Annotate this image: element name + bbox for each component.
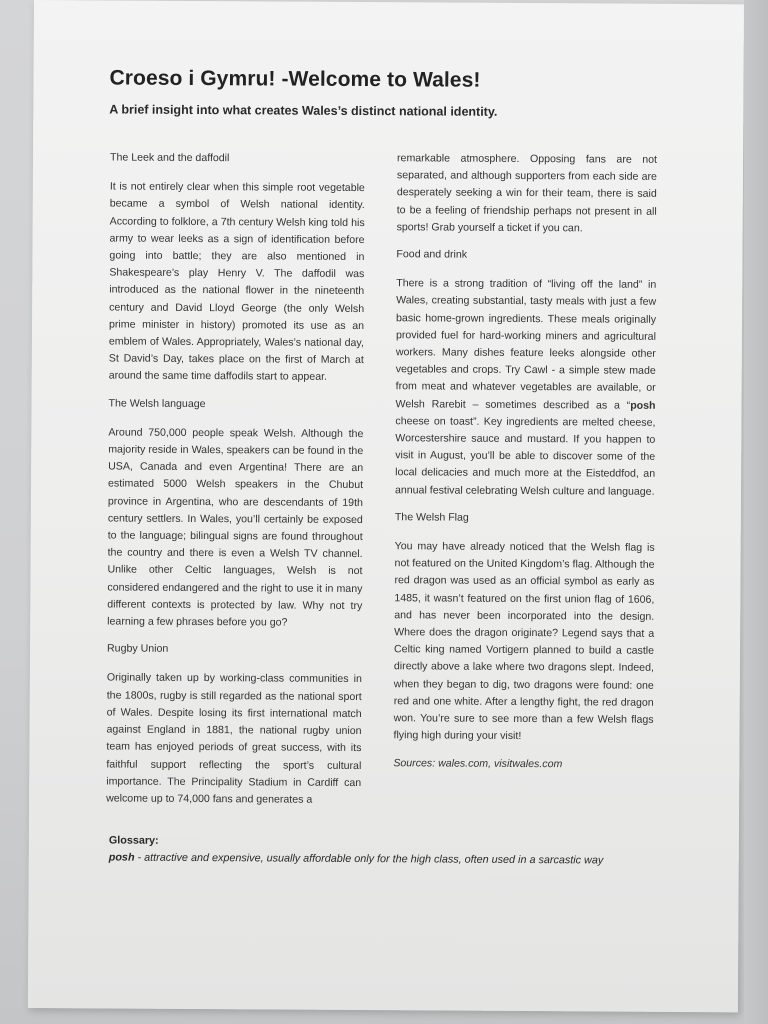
glossary-definition: - attractive and expensive, usually affordable only for the high class, often used in a sarcastic way (134, 851, 604, 867)
section-heading-language: The Welsh language (108, 397, 206, 410)
food-text-part-2: cheese on toast”. Key ingredients are melted cheese, Worcestershire sauce and mustard. If you happen to visit in August, you’ll be able to discover some of the local delicacies and much more at the Eisteddfod, an annual festival celebrating Welsh culture and language. (394, 415, 656, 498)
food-text-part-1: There is a strong tradition of “living off the land” in Wales, creating substantial, tasty meals with just a few basic home-grown ingredients. These meals originally provided fuel for hard-working miners and agricultural workers. Many dishes feature leeks alongside other vegetables and crops. Try Cawl - a simple stew made from meat and whatever vegetables are available, or Welsh Rarebit – sometimes described as a “ (395, 277, 657, 412)
glossary-label: Glossary: (108, 834, 159, 847)
section-text-leek: It is not entirely clear when this simple root vegetable became a symbol of Welsh national identity. According to folklore, a 7th century Welsh king told his army to wear leeks as a sign of identification before going into battle; they are also mentioned in Shakespeare’s play Henry V. The daffodil was introduced as the national flower in the nineteenth century and David Lloyd George (the only Welsh prime minister in history) promoted its use as an emblem of Wales. Appropriately, Wales’s national day, St David’s Day, takes place on the first of March at around the same time daffodils start to appear. (108, 180, 365, 384)
sources-line: Sources: wales.com, visitwales.com (393, 756, 563, 770)
section-heading-leek: The Leek and the daffodil (110, 151, 230, 165)
section-text-rugby: Originally taken up by working-class communities in the 1800s, rugby is still regarded as the national sport of Wales. Despite losing its first international match against England in 1881, the national rugby union team has enjoyed periods of great success, with its faithful support reflecting the sport’s cultural importance. The Principality Stadium in Cardiff can welcome up to 74,000 fans and generates a (106, 671, 362, 806)
glossary-term: posh (108, 851, 135, 864)
background-edge (744, 0, 768, 1024)
food-bold-word: posh (630, 399, 656, 412)
glossary (109, 832, 669, 869)
section-text-language: Around 750,000 people speak Welsh. Although the majority reside in Wales, speakers can be found in the USA, Canada and even Argentina! There are an estimated 5000 Welsh speakers in the Chubut province in Argentina, who are descendants of 19th century settlers. In Wales, you’ll certainly be exposed to the language; bilingual signs are found throughout the country and there is even a Welsh TV channel. Unlike other Celtic languages, Welsh is not considered endangered and the right to use it in many different contexts is protected by law. Why not try learning a few phrases before you go? (107, 426, 364, 629)
document-title: Croeso i Gymru! -Welcome to Wales! (109, 66, 481, 92)
section-heading-rugby: Rugby Union (107, 642, 169, 656)
left-column (106, 149, 365, 819)
right-column (393, 150, 657, 783)
document-subtitle: A brief insight into what creates Wales’s distinct national identity. (109, 102, 498, 119)
section-text-flag: You may have already noticed that the Welsh flag is not featured on the United Kingdom’s flag. Although the red dragon was used as an official symbol as early as 1485, it wasn’t featured on the first union flag of 1606, and has never been incorporated into the design. Where does the dragon originate? Legend says that a Celtic king named Vortigern planned to build a castle directly above a lake where two dragons slept. Indeed, when they began to dig, two dragons were found: one red and one white. After a lengthy fight, the red dragon won. You’re sure to see more than a few Welsh flags flying high during your visit! (393, 540, 655, 743)
section-text-food (395, 275, 656, 500)
paper-sheet (28, 0, 744, 1012)
section-heading-food: Food and drink (396, 248, 468, 261)
section-heading-flag: The Welsh Flag (394, 511, 469, 524)
rugby-continuation-text: remarkable atmosphere. Opposing fans are not separated, and although supporters from each side are desperately seeking a win for their team, there is said to be a feeling of friendship perhaps not present in all sports! Grab yourself a ticket if you can. (396, 152, 658, 235)
